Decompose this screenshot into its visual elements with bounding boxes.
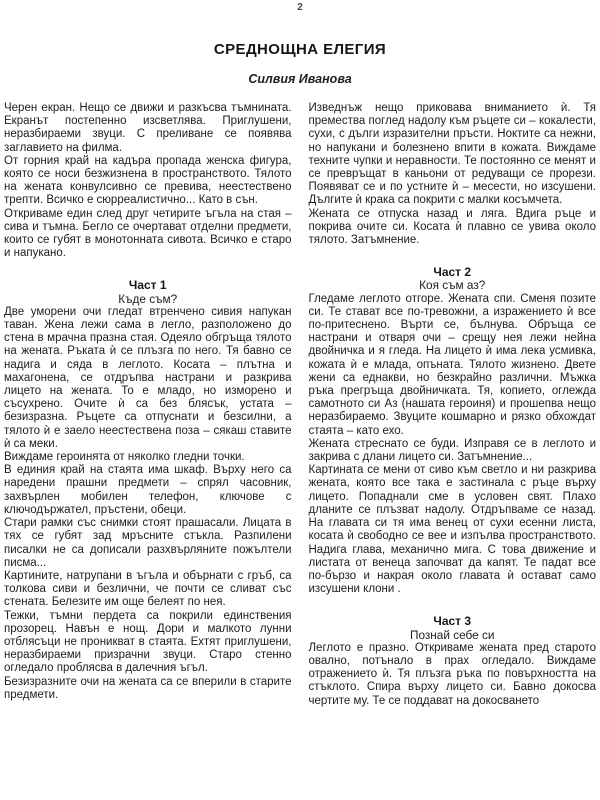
- paragraph: Две уморени очи гледат втренчено сивия напукан таван. Жена лежи сама в легло, разположено до стена в мрачна празна стая. Одеяло обгръща тялото на жената. Ръката ѝ се плъзга по него. Тя бавно се надига и сяда в леглото. Косата – плътна и махагонена, се отдръпва настрани и разкрива лицето на жената. То е младо, но изморено и съсухрено. Очите ѝ са без блясък, устата – безизразна. Ръцете са отпуснати и безсилни, а тялото ѝ е заело неестествена поза – сякаш ставите ѝ са меки.: [4, 305, 292, 450]
- paragraph: Безизразните очи на жената са се вперили в старите предмети.: [4, 675, 292, 701]
- paragraph: Картината се мени от сиво към светло и ни разкрива жената, която все така е застинала с ръце върху лицето. Попаднали сме в условен свят. Плахо дланите се плъзват надолу. Отдръпваме се назад. На главата си тя има венец от сухи есенни листа, косата ѝ свободно се вее и изпълва пространството. Надига глава, механично мига. С това движение и листата от венеца започват да капят. Те падат все по-бързо и накрая около главата ѝ остават само изсушени клони .: [308, 464, 596, 596]
- author-name: Силвия Иванова: [248, 72, 352, 86]
- paragraph: Жената стреснато се буди. Изправя се в леглото и закрива с длани лицето си. Затъмнение...: [308, 437, 596, 464]
- paragraph: Стари рамки със снимки стоят прашасали. Лицата в тях се губят зад мръсните стъкла. Разпилени писалки не са дописали разхвърляните пожълтели писма...: [4, 517, 292, 569]
- paragraph: Леглото е празно. Откриваме жената пред старото овално, потънало в прах огледало. Виждаме отражението ѝ. Тя плъзга ръка по повърхността на стъклото. Спира върху лицето си. Бавно докосва чертите му. Те се поддават на докосването: [308, 641, 596, 707]
- part-subheading: Коя съм аз?: [419, 278, 486, 293]
- part-heading: Част 3: [433, 614, 472, 629]
- left-column: [4, 102, 292, 708]
- paragraph: Откриваме един след друг четирите ъгъла на стая – сива и тъмна. Бегло се очертават отделни предмети, които се губят в монотонната сивота. Всичко е старо и напукано.: [4, 207, 292, 260]
- paragraph: Тежки, тъмни пердета са покрили единствения прозорец. Навън е нощ. Дори и малкото лунни отблясъци не проникват в стаята. Ехтят приглушени, неразбираеми призрачни звуци. Старо стенно огледало проблясва в далечния ъгъл.: [4, 609, 292, 675]
- paragraph: Виждаме героинята от няколко гледни точки.: [4, 451, 245, 464]
- paragraph: Изведнъж нещо приковава вниманието ѝ. Тя премества поглед надолу към ръцете си – кокалести, сухи, с дълги изразителни пръсти. Ноктите са нежни, но напукани и болезнено впити в кожата. Виждаме техните чупки и неравности. Те постоянно се менят и се превръщат в каньони от редуващи се прорези. Появяват се и по устните ѝ – месести, но изсушени. Дългите ѝ крака са покрити с малки косъмчета.: [308, 102, 596, 207]
- part-subheading: Познай себе си: [409, 627, 495, 642]
- paragraph: Картините, натрупани в ъгъла и обърнати с гръб, са толкова сиви и безлични, че почти се сливат със стената. Белезите им още белеят по нея.: [4, 569, 292, 609]
- paragraph: Черен екран. Нещо се движи и разкъсва тъмнината. Екранът постепенно изсветлява. Приглушени, неразбираеми звуци. С преливане се появява заглавието на филма.: [4, 102, 292, 154]
- paragraph: В единия край на стаята има шкаф. Върху него са наредени прашни предмети – спрял часовник, захвърлен мобилен телефон, ключове с ключодържател, пръстени, обеци.: [4, 464, 292, 516]
- text-columns: [4, 102, 596, 708]
- page-number: 2: [297, 2, 303, 13]
- paragraph: Гледаме леглото отгоре. Жената спи. Сменя позите си. Те стават все по-тревожни, а изражението ѝ все по-притеснено. Върти се, бълнува. Обръща се настрани и отваря очи – срещу нея лежи нейна двойничка и я гледа. На лицето ѝ има лека усмивка, кожата ѝ е млада, опъната. Тялото жизнено. Двете жени са еднакви, но безкрайно различни. Мъжка ръка прегръща двойничката. Тя, копието, оглежда самотното си Аз (нашата героиня) и прошепва нещо неразбираемо. Звуците кошмарно и рязко обхождат стаята – като ехо.: [308, 292, 596, 437]
- part-heading: Част 1: [128, 278, 167, 293]
- part-heading: Част 2: [433, 265, 472, 280]
- right-column: [309, 102, 597, 708]
- document-title: СРЕДНОЩНА ЕЛЕГИЯ: [213, 41, 387, 58]
- paragraph: Жената се отпуска назад и ляга. Вдига ръце и покрива очите си. Косата ѝ плавно се увива около тялото. Затъмнение.: [308, 207, 596, 247]
- paragraph: От горния край на кадъра пропада женска фигура, която се носи безжизнена в пространството. Тялото на жената конвулсивно се превива, неестествено трепти. Всичко е сюрреалистично... Като в сън.: [4, 154, 292, 207]
- part-subheading: Къде съм?: [118, 291, 178, 306]
